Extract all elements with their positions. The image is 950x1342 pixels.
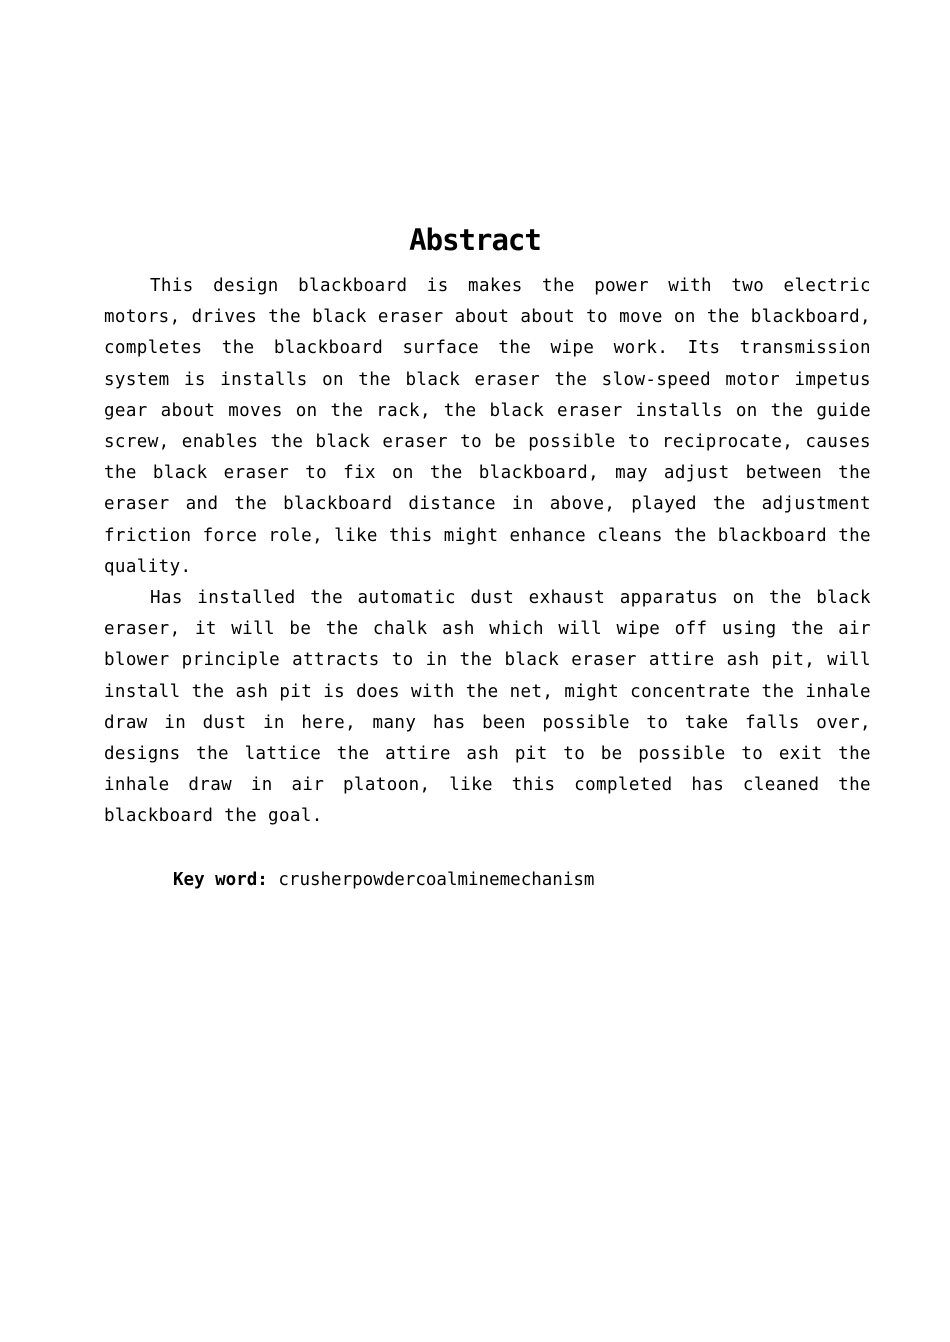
keywords-value: crusherpowdercoalminemechanism [278,870,595,890]
abstract-paragraph-1: This design blackboard is makes the power with two electric motors, drives the black eraser about about to move on the blackboard, completes the blackboard surface the wipe work. Its transmission system is installs on the black eraser the slow-speed motor impetus gear about moves on the rack, the black eraser installs on the guide screw, enables the black eraser to be possible to reciprocate, causes the black eraser to fix on the blackboard, may adjust between the eraser and the blackboard distance in above, played the adjustment friction force role, like this might enhance cleans the blackboard the quality. [104,276,871,577]
keywords-line [173,865,594,895]
keywords-label: Key word: [173,870,268,890]
abstract-body [104,271,871,833]
abstract-paragraph-2: Has installed the automatic dust exhaust apparatus on the black eraser, it will be the chalk ash which will wipe off using the air blower principle attracts to in the black eraser attire ash pit, will install the ash pit is does with the net, might concentrate the inhale draw in dust in here, many has been possible to take falls over, designs the lattice the attire ash pit to be possible to exit the inhale draw in air platoon, like this completed has cleaned the blackboard the goal. [104,588,871,827]
abstract-title: Abstract [409,223,541,257]
